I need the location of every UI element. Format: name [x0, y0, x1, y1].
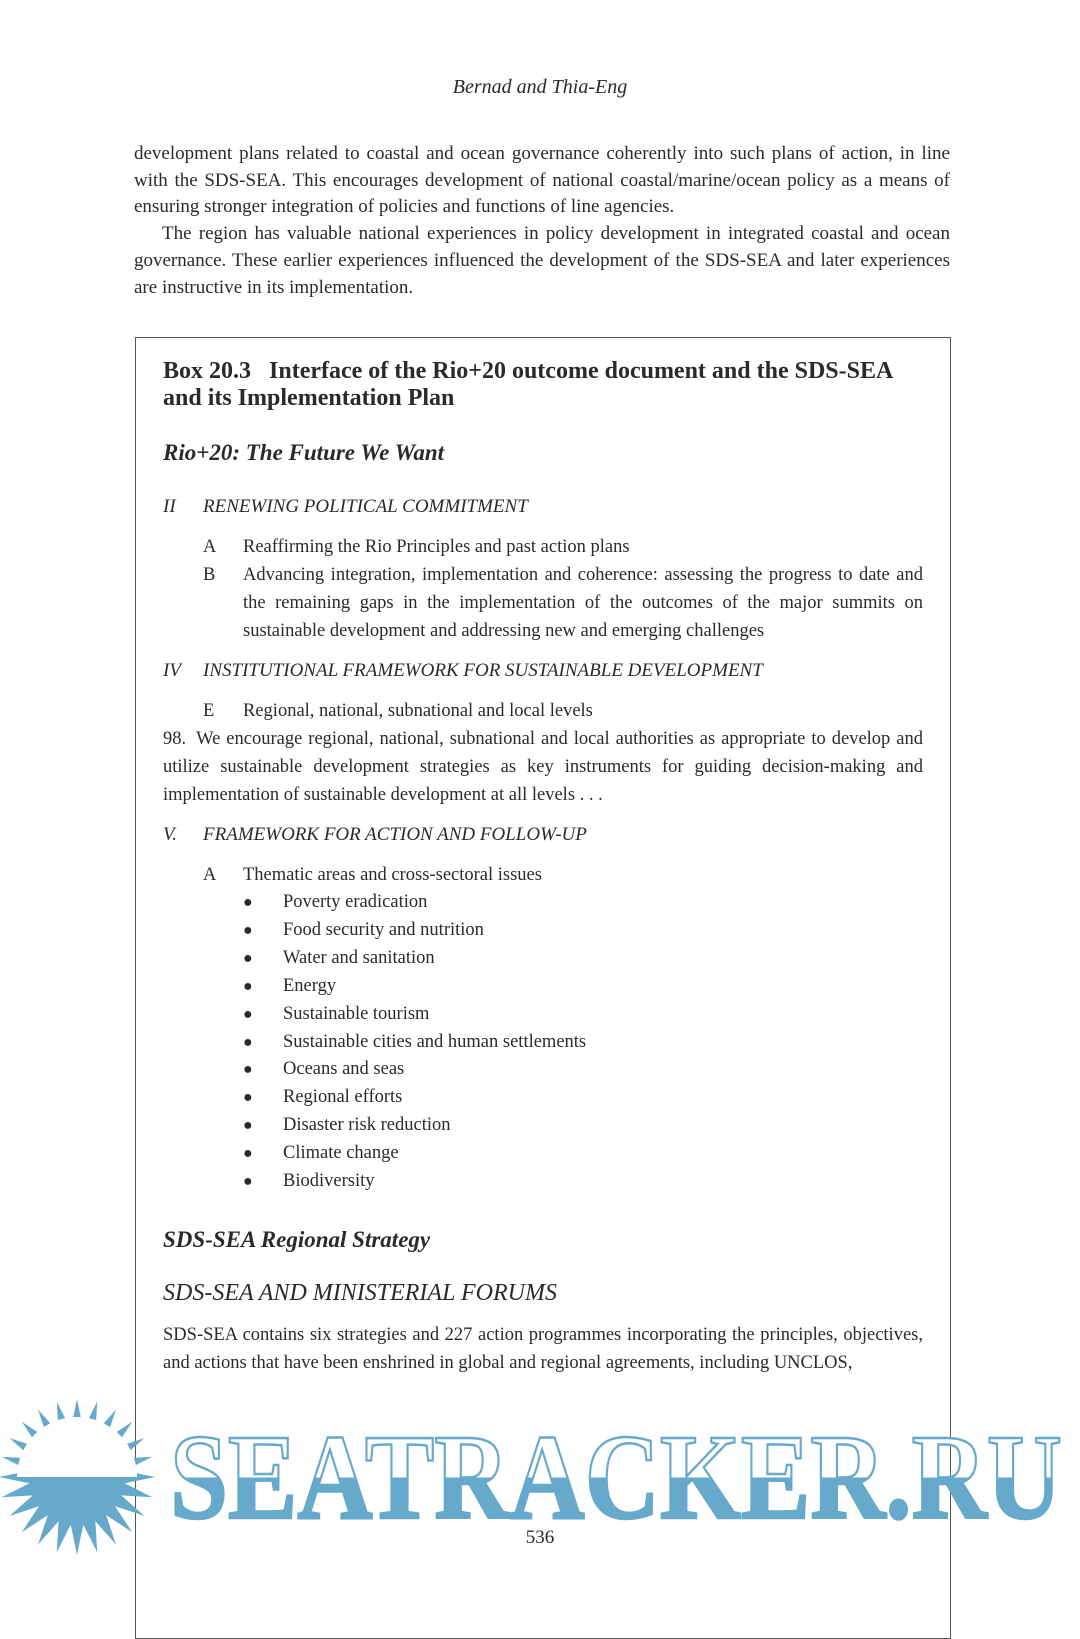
section-numeral: II	[163, 496, 176, 517]
bullet-icon: ●	[243, 1005, 253, 1023]
section-title: RENEWING POLITICAL COMMITMENT	[203, 496, 528, 517]
list-item	[243, 1001, 923, 1029]
item-text: Thematic areas and cross-sectoral issues	[243, 865, 542, 885]
sds-paragraph: SDS-SEA contains six strategies and 227 action programmes incorporating the principles, objectives, and actions that have been enshrined in global and regional agreements, including UNCLOS,	[163, 1324, 923, 1373]
item-letter: A	[203, 537, 217, 557]
bullet-icon: ●	[243, 1145, 253, 1163]
box-title-text: Interface of the Rio+20 outcome document and the SDS-SEA and its Implementation Plan	[163, 358, 892, 411]
list-item-text: Sustainable cities and human settlements	[283, 1031, 587, 1052]
list-item	[243, 889, 923, 917]
section-title: INSTITUTIONAL FRAMEWORK FOR SUSTAINABLE DEVELOPMENT	[203, 660, 763, 681]
list-item-text: Regional efforts	[283, 1087, 403, 1108]
section-item	[203, 861, 923, 889]
list-item	[243, 1084, 923, 1112]
bullet-icon: ●	[243, 1033, 253, 1051]
bullet-icon: ●	[243, 921, 253, 939]
list-item-text: Water and sanitation	[283, 947, 435, 968]
list-item-text: Oceans and seas	[283, 1059, 405, 1080]
watermark-text: SEATRACKER.RU	[170, 1410, 1062, 1545]
sds-subheading: SDS-SEA AND MINISTERIAL FORUMS	[163, 1279, 557, 1306]
box-content	[163, 358, 923, 1377]
section-numeral: V.	[163, 824, 177, 845]
list-item	[243, 917, 923, 945]
rio-heading: Rio+20: The Future We Want	[163, 440, 445, 465]
page-number: 536	[525, 1527, 555, 1548]
list-item-text: Climate change	[283, 1143, 399, 1164]
list-item	[243, 1168, 923, 1196]
list-item	[243, 1029, 923, 1057]
item-letter: E	[203, 701, 215, 721]
section-heading	[163, 495, 923, 519]
thematic-list	[243, 889, 923, 1196]
box-number: Box 20.3	[163, 358, 252, 384]
section-item	[203, 533, 923, 561]
bullet-icon: ●	[243, 1173, 253, 1191]
section-heading	[163, 659, 923, 683]
intro-paragraph: The region has valuable national experiences in policy development in integrated coastal and ocean governance. These earlier experiences influenced the development of the SDS-SEA and later experiences are instructive in its implementation.	[134, 223, 950, 298]
item-text: Regional, national, subnational and local levels	[243, 701, 593, 721]
item-text: Reaffirming the Rio Principles and past action plans	[243, 537, 630, 557]
list-item-text: Food security and nutrition	[283, 919, 484, 940]
section-numeral: IV	[163, 660, 181, 681]
list-item	[243, 1112, 923, 1140]
list-item	[243, 973, 923, 1001]
bullet-icon: ●	[243, 977, 253, 995]
box-title	[163, 358, 923, 412]
paragraph-text: We encourage regional, national, subnational and local authorities as appropriate to develop and utilize sustainable development strategies as key instruments for guiding decision-making and implementation of sustainable development at all levels . . .	[163, 729, 923, 805]
intro-text	[134, 141, 950, 301]
list-item-text: Energy	[283, 975, 337, 996]
section-heading	[163, 823, 923, 847]
bullet-icon: ●	[243, 894, 253, 911]
bullet-icon: ●	[243, 1117, 253, 1135]
item-letter: B	[203, 565, 216, 585]
list-item-text: Biodiversity	[283, 1171, 375, 1192]
bullet-icon: ●	[243, 1089, 253, 1107]
list-item-text: Disaster risk reduction	[283, 1115, 451, 1136]
list-item	[243, 1056, 923, 1084]
section-item	[203, 561, 923, 645]
bullet-icon: ●	[243, 949, 253, 967]
running-head: Bernad and Thia-Eng	[452, 76, 628, 98]
item-text: Advancing integration, implementation and coherence: assessing the progress to date and the remaining gaps in the implementation of the outcomes of the major summits on sustainable development and addressing new and emerging challenges	[243, 565, 923, 641]
bullet-icon: ●	[243, 1061, 253, 1079]
paragraph-number: 98.	[163, 729, 187, 749]
list-item-text: Sustainable tourism	[283, 1003, 430, 1024]
item-letter: A	[203, 865, 217, 885]
section-item	[203, 697, 923, 725]
section-title: FRAMEWORK FOR ACTION AND FOLLOW-UP	[203, 824, 587, 845]
intro-paragraph: development plans related to coastal and ocean governance coherently into such plans of action, in line with the SDS-SEA. This encourages development of national coastal/marine/ocean policy as a means of ensuring stronger integration of policies and functions of line agencies.	[134, 143, 950, 218]
list-item	[243, 1140, 923, 1168]
sds-heading: SDS-SEA Regional Strategy	[163, 1226, 431, 1252]
list-item-text: Poverty eradication	[283, 892, 428, 912]
numbered-paragraph	[163, 725, 923, 809]
list-item	[243, 945, 923, 973]
